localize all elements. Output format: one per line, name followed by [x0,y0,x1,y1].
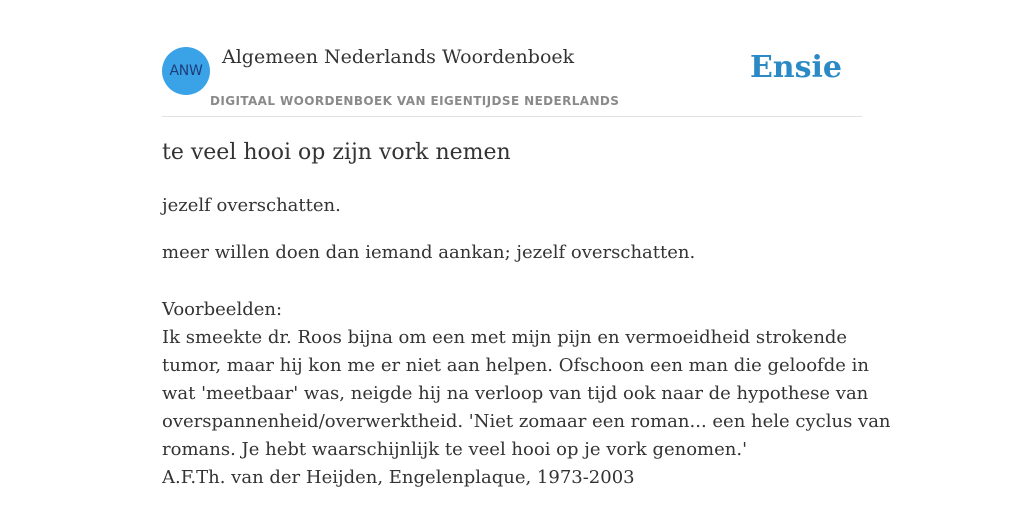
headword: te veel hooi op zijn vork nemen [162,140,511,165]
short-definition: jezelf overschatten. [162,195,341,216]
examples-block [162,296,891,492]
site-subtitle: DIGITAAL WOORDENBOEK VAN EIGENTIJDSE NEDERLANDS [210,94,620,108]
example-line: tumor, maar hij kon me er niet aan helpen. Ofschoon een man die geloofde in [162,355,869,376]
example-source: A.F.Th. van der Heijden, Engelenplaque, 1973-2003 [162,467,635,488]
example-line: Ik smeekte dr. Roos bijna om een met mijn pijn en vermoeidheid strokende [162,327,848,348]
anw-logo[interactable]: ANW [162,47,210,95]
examples-label: Voorbeelden: [162,299,283,320]
site-header [162,0,862,117]
example-line: romans. Je hebt waarschijnlijk te veel hooi op je vork genomen.' [162,439,748,460]
long-definition: meer willen doen dan iemand aankan; jezelf overschatten. [162,242,696,263]
site-title[interactable]: Algemeen Nederlands Woordenboek [222,46,575,68]
ensie-logo[interactable]: Ensie [749,50,842,85]
example-line: overspannenheid/overwerktheid. 'Niet zomaar een roman... een hele cyclus van [162,411,891,432]
example-line: wat 'meetbaar' was, neigde hij na verloop van tijd ook naar de hypothese van [162,383,869,404]
